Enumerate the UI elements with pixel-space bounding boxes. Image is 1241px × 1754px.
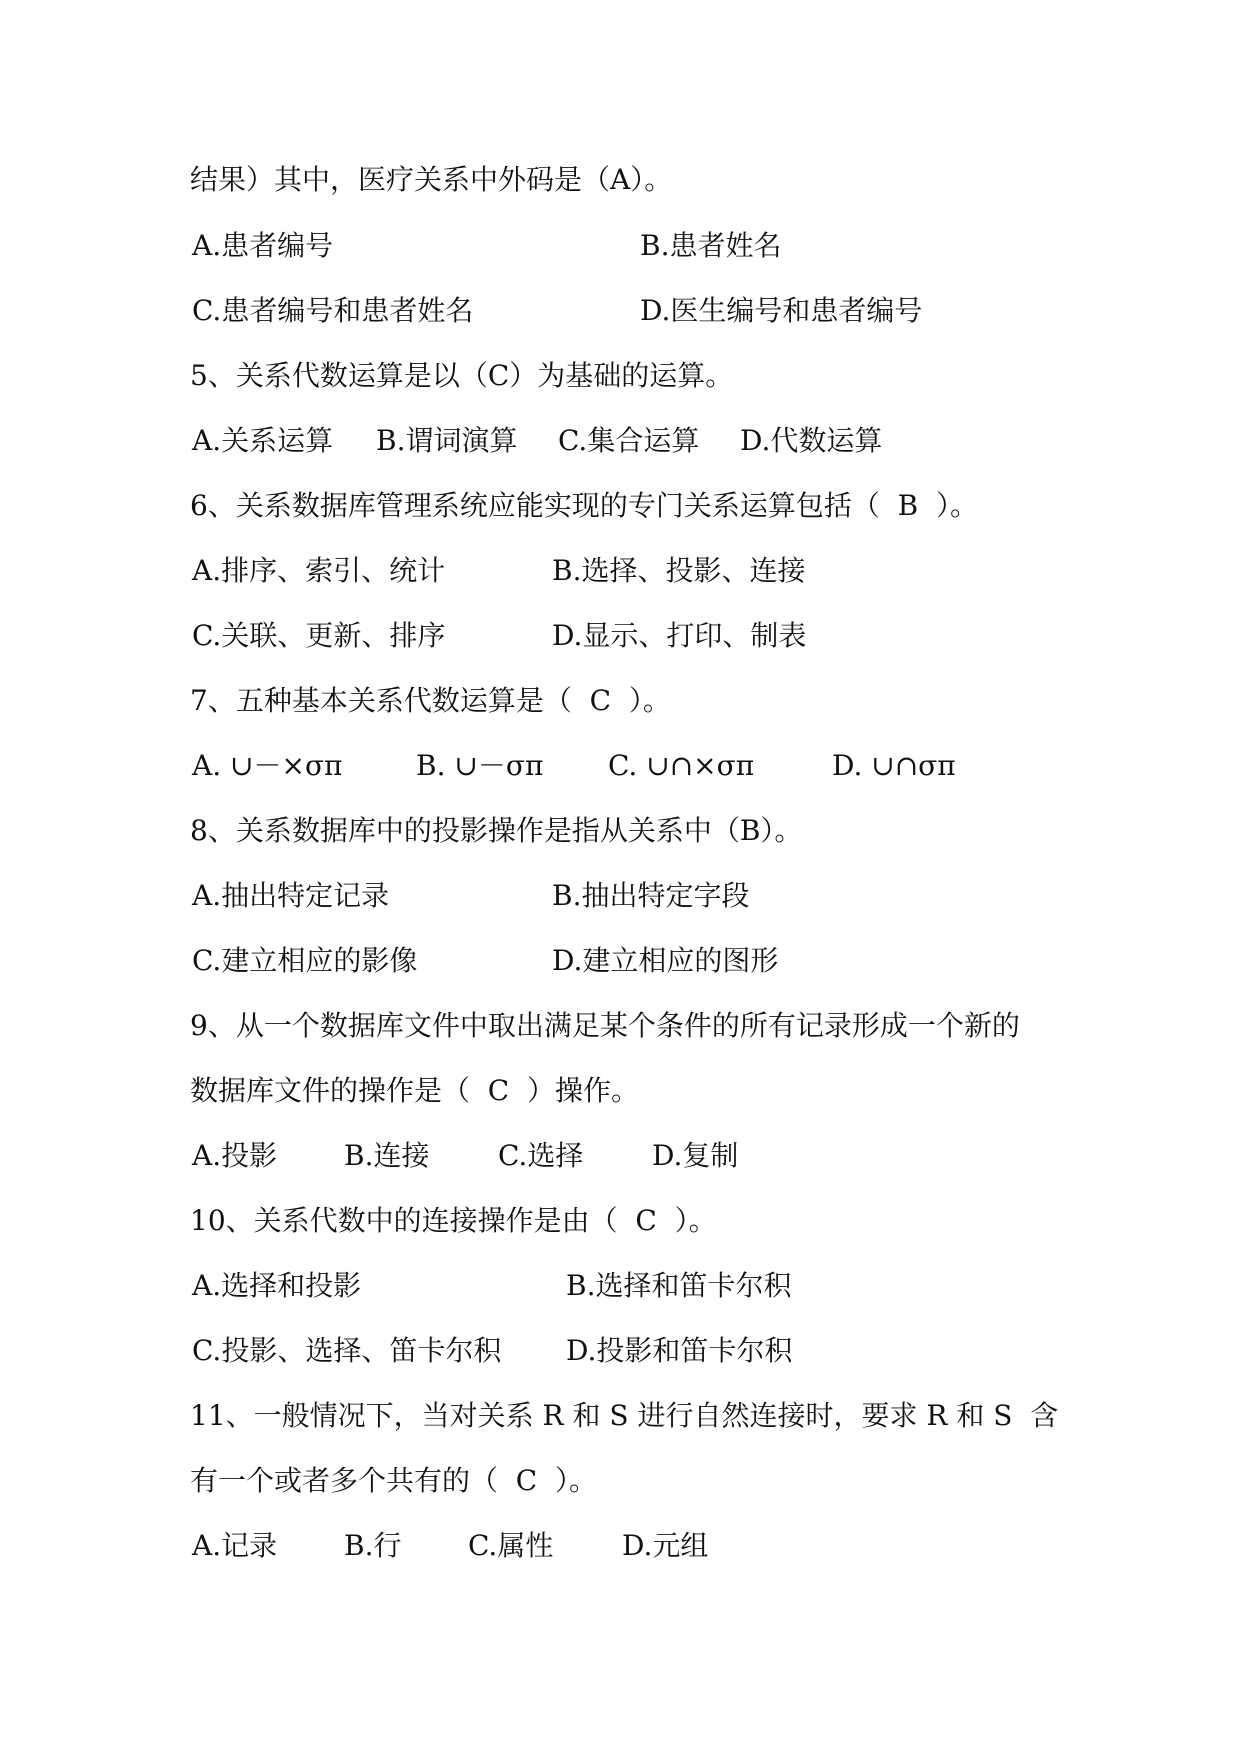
q8-option-b: B.抽出特定字段	[552, 879, 750, 912]
q6-option-d: D.显示、打印、制表	[552, 619, 807, 652]
q8-option-d: D.建立相应的图形	[552, 944, 779, 977]
q6-option-b: B.选择、投影、连接	[552, 554, 806, 587]
q4-stem-end: 结果）其中，医疗关系中外码是（A）。	[190, 163, 673, 196]
q11-stem-line2: 有一个或者多个共有的（ C ）。	[190, 1464, 598, 1497]
q8-option-c: C.建立相应的影像	[192, 944, 418, 977]
q7-option-a: A. ∪－×σπ	[192, 749, 343, 782]
q10-option-b: B.选择和笛卡尔积	[566, 1269, 792, 1302]
q9-option-c: C.选择	[498, 1139, 584, 1172]
q7-option-d: D. ∪∩σπ	[832, 749, 956, 782]
q5-option-d: D.代数运算	[740, 424, 883, 457]
q11-option-c: C.属性	[468, 1529, 554, 1562]
q5-stem: 5、关系代数运算是以（C）为基础的运算。	[190, 359, 734, 392]
q5-option-a: A.关系运算	[192, 424, 334, 457]
q4-option-c: C.患者编号和患者姓名	[192, 294, 474, 327]
q4-option-a: A.患者编号	[192, 229, 334, 262]
q11-option-a: A.记录	[192, 1529, 278, 1562]
q9-option-a: A.投影	[192, 1139, 278, 1172]
q9-option-b: B.连接	[344, 1139, 430, 1172]
q10-option-a: A.选择和投影	[192, 1269, 362, 1302]
q10-option-d: D.投影和笛卡尔积	[566, 1334, 793, 1367]
q6-option-c: C.关联、更新、排序	[192, 619, 446, 652]
q5-option-b: B.谓词演算	[376, 424, 518, 457]
q11-option-b: B.行	[344, 1529, 402, 1562]
q9-option-d: D.复制	[652, 1139, 739, 1172]
q8-option-a: A.抽出特定记录	[192, 879, 390, 912]
q4-option-b: B.患者姓名	[640, 229, 782, 262]
q7-option-c: C. ∪∩×σπ	[608, 749, 755, 782]
q6-stem: 6、关系数据库管理系统应能实现的专门关系运算包括（ B ）。	[190, 489, 978, 522]
q11-stem-line1: 11、一般情况下，当对关系 R 和 S 进行自然连接时，要求 R 和 S 含	[190, 1399, 1059, 1432]
q7-option-b: B. ∪－σπ	[416, 749, 544, 782]
q4-option-d: D.医生编号和患者编号	[640, 294, 923, 327]
q10-option-c: C.投影、选择、笛卡尔积	[192, 1334, 502, 1367]
q11-option-d: D.元组	[622, 1529, 709, 1562]
q7-stem: 7、五种基本关系代数运算是（ C ）。	[190, 684, 671, 717]
q5-option-c: C.集合运算	[558, 424, 700, 457]
q9-stem-line2: 数据库文件的操作是（ C ）操作。	[190, 1074, 640, 1107]
q10-stem: 10、关系代数中的连接操作是由（ C ）。	[190, 1204, 717, 1237]
q9-stem-line1: 9、从一个数据库文件中取出满足某个条件的所有记录形成一个新的	[190, 1009, 1020, 1042]
q6-option-a: A.排序、索引、统计	[192, 554, 446, 587]
q8-stem: 8、关系数据库中的投影操作是指从关系中（B）。	[190, 814, 803, 847]
